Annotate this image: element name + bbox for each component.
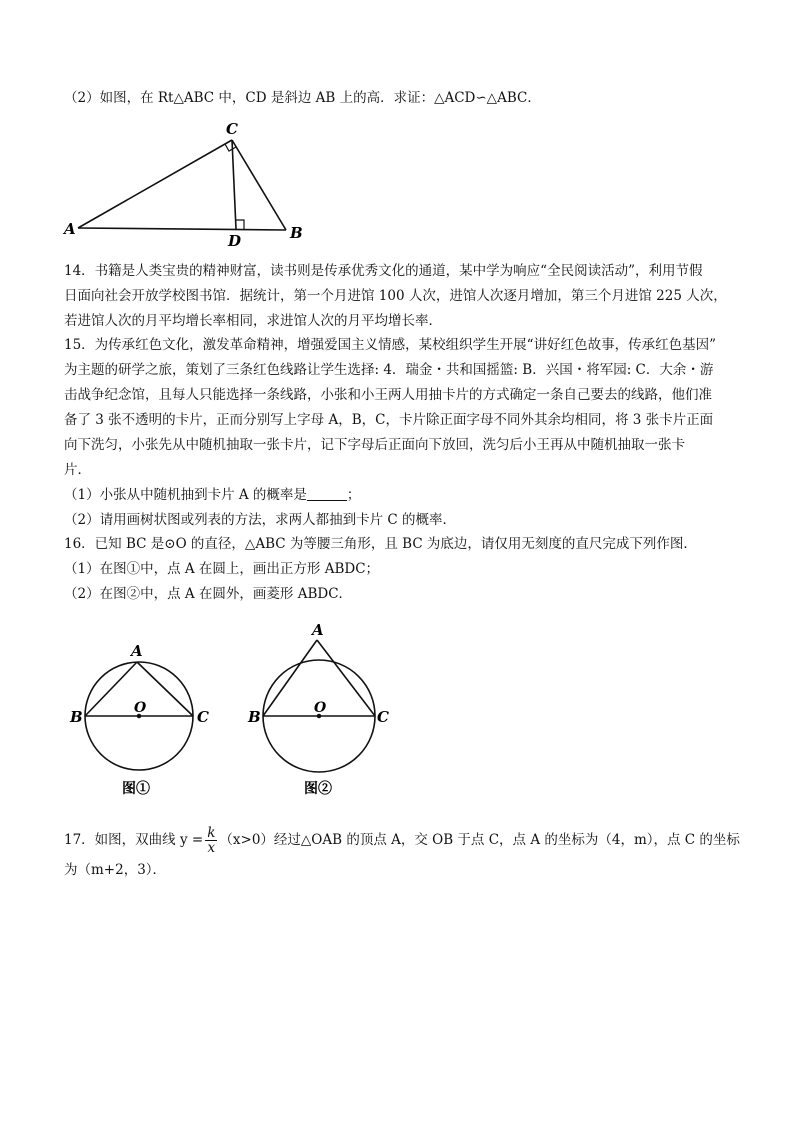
circle-figures [60, 618, 400, 808]
side-ac [78, 140, 232, 228]
question-15-line-6: 片． [64, 462, 91, 478]
fig2-label-o: O [314, 700, 327, 716]
side-bc [232, 140, 286, 230]
question-14-line-1: 14．书籍是人类宝贵的精神财富，读书则是传承优秀文化的通道，某中学为响应“全民阅读活动”，利用节假 [64, 263, 703, 279]
altitude-cd [232, 140, 236, 229]
question-15-line-2: 为主题的研学之旅，策划了三条红色线路让学生选择: 4．瑞金・共和国摇篮: B．兴国・将军园: C．大余・游 [64, 362, 714, 378]
fig1-caption: 图① [122, 781, 150, 797]
question-14-line-3: 若进馆人次的月平均增长率相同，求进馆人次的月平均增长率． [64, 313, 442, 329]
fig1-label-a: A [131, 642, 143, 660]
question-17-line-1 [64, 824, 740, 856]
question-17-post: （x>0）经过△OAB 的顶点 A，交 OB 于点 C，点 A 的坐标为（4，m），点 C 的坐标 [219, 832, 740, 848]
right-angle-mark-d [236, 220, 244, 229]
question-15-sub-2: （2）请用画树状图或列表的方法，求两人都抽到卡片 C 的概率． [64, 512, 457, 528]
fig2-caption: 图② [304, 781, 332, 797]
question-15-sub-1-end: ； [346, 487, 361, 503]
fraction-denominator: x [207, 840, 216, 856]
side-ab-fig2 [263, 640, 317, 716]
fig1-label-o: O [134, 700, 147, 716]
fraction-k-over-x [205, 826, 217, 855]
right-triangle-figure [60, 118, 310, 250]
question-14-line-2: 日面向社会开放学校图书馆．据统计，第一个月进馆 100 人次，进馆人次逐月增加，第三个月进馆 225 人次， [64, 288, 727, 304]
question-16-line-1: 16．已知 BC 是⊙O 的直径，△ABC 为等腰三角形，且 BC 为底边，请仅用无刻度的直尺完成下列作图． [64, 536, 697, 552]
answer-blank [307, 486, 347, 501]
fig2-label-a: A [312, 621, 324, 639]
label-c: C [226, 120, 238, 138]
label-d: D [228, 232, 242, 250]
question-15-sub-1 [64, 485, 360, 505]
question-16-line-3: （2）在图②中，点 A 在圆外，画菱形 ABDC． [64, 586, 353, 602]
figure-1 [85, 662, 193, 770]
question-13-part-2: （2）如图，在 Rt△ABC 中，CD 是斜边 AB 上的高．求证：△ACD∽△ABC． [64, 90, 541, 106]
label-a: A [64, 220, 76, 238]
question-16-line-2: （1）在图①中，点 A 在圆上，画出正方形 ABDC； [64, 561, 380, 577]
question-15-line-4: 备了 3 张不透明的卡片，正而分别写上字母 A，B，C，卡片除正面字母不同外其余均相同，将 3 张卡片正面 [64, 412, 714, 428]
label-b: B [290, 224, 303, 242]
fig1-label-c: C [197, 708, 209, 726]
question-15-line-3: 击战争纪念馆，且每人只能选择一条线路，小张和小王两人用抽卡片的方式确定一条自己要去的线路，他们准 [64, 387, 712, 403]
question-17-line-2: 为（m+2，3）． [64, 862, 167, 878]
side-ab [78, 228, 286, 230]
question-15-sub-1-text: （1）小张从中随机抽到卡片 A 的概率是 [64, 487, 307, 503]
question-15-line-5: 向下洗匀，小张先从中随机抽取一张卡片，记下字母后正面向下放回，洗匀后小王再从中随机抽取一张卡 [64, 437, 685, 453]
fraction-numerator: k [207, 825, 216, 841]
fig1-label-b: B [70, 708, 83, 726]
fig2-label-c: C [377, 708, 389, 726]
question-15-line-1: 15．为传承红色文化，激发革命精神，增强爱国主义情感，某校组织学生开展“讲好红色故事，传承红色基因” [64, 337, 716, 353]
fig2-label-b: B [248, 708, 261, 726]
question-17-pre: 17．如图，双曲线 y = [64, 832, 204, 848]
